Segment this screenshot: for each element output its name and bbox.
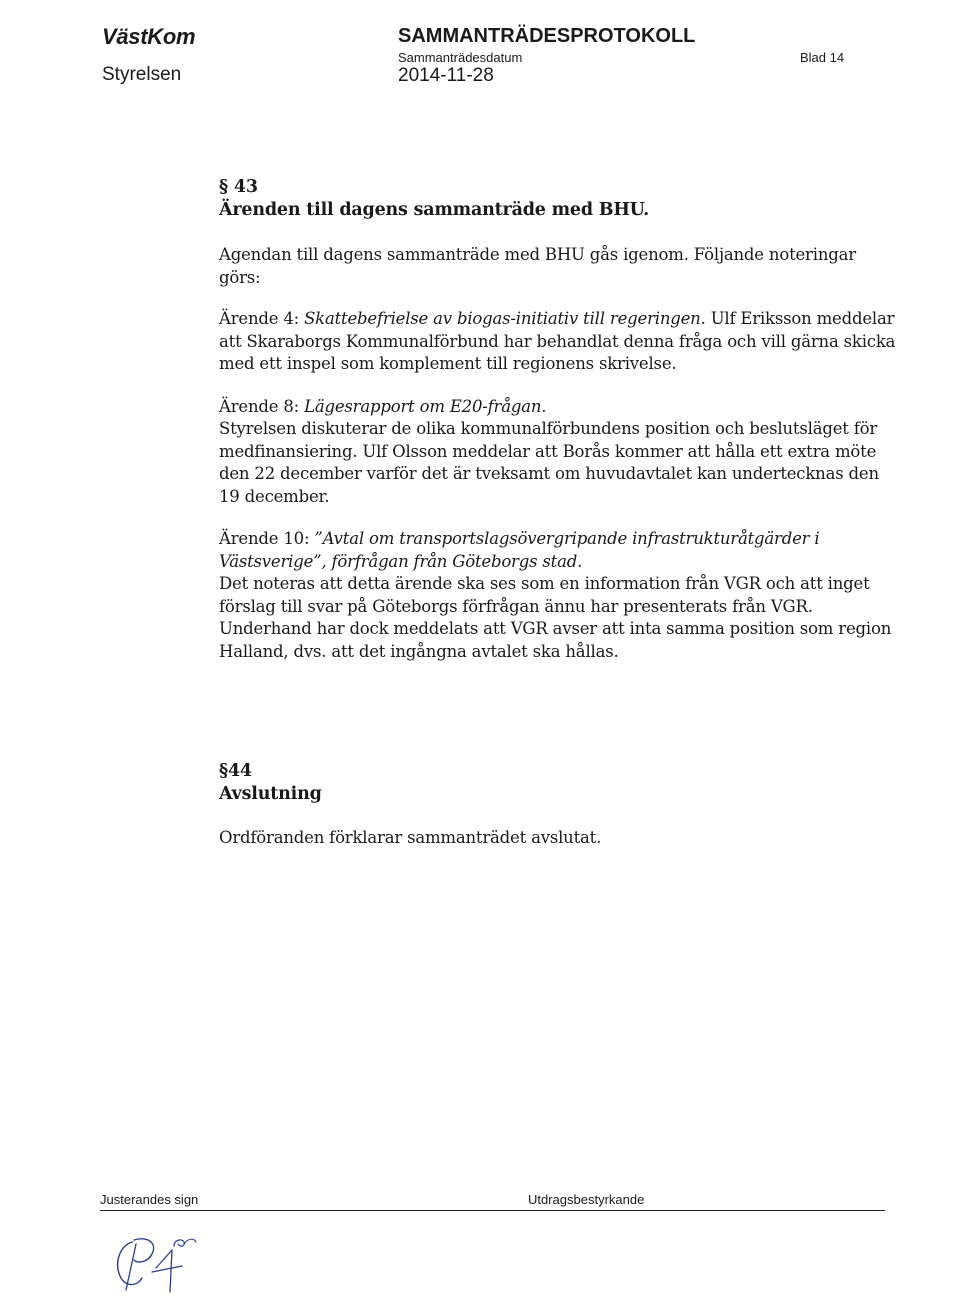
- org-name: VästKom: [102, 24, 196, 49]
- section-43-intro: Agendan till dagens sammanträde med BHU gås igenom. Följande noteringar görs:: [219, 245, 856, 287]
- footer-divider: [100, 1210, 885, 1211]
- item-10-heading: [219, 528, 899, 573]
- page-number: Blad 14: [800, 50, 845, 65]
- section-44-text: Ordföranden förklarar sammanträdet avslutat.: [219, 828, 602, 847]
- section-43-title: Ärenden till dagens sammanträde med BHU.: [219, 200, 650, 220]
- item-10-label: Ärende 10:: [219, 529, 315, 548]
- item-8-text: Styrelsen diskuterar de olika kommunalförbundens position och beslutsläget för medfinansiering. Ulf Olsson meddelar att Borås kommer att hålla ett extra möte den 22 december varför det är tveksamt om huvudavtalet kan undertecknas den 19 december.: [219, 419, 879, 506]
- item-8-title: Lägesrapport om E20-frågan.: [304, 396, 547, 416]
- extract-certification-label: Utdragsbestyrkande: [528, 1192, 645, 1207]
- section-44-number: §44: [219, 761, 252, 781]
- item-4-label: Ärende 4:: [219, 309, 305, 328]
- body-name: Styrelsen: [102, 64, 182, 85]
- item-10-text: Det noteras att detta ärende ska ses som en information från VGR och att inget förslag till svar på Göteborgs förfrågan ännu har presenterats från VGR. Underhand har dock meddelats att VGR avser att inta samma position som region Halland, dvs. att det ingångna avtalet ska hållas.: [219, 574, 892, 661]
- document-title: SAMMANTRÄDESPROTOKOLL: [398, 25, 696, 47]
- section-44-title: Avslutning: [219, 784, 322, 804]
- minutes-body: [219, 176, 899, 850]
- signature-initials: [112, 1232, 202, 1298]
- item-10-title: ”Avtal om transportslagsövergripande infrastrukturåtgärder i Västsverige”, förfrågan från Göteborgs stad.: [219, 529, 820, 571]
- meeting-date-label: Sammanträdesdatum: [398, 50, 523, 65]
- adjuster-signature-label: Justerandes sign: [100, 1192, 199, 1207]
- meeting-date: 2014-11-28: [398, 65, 494, 86]
- item-8-heading: [219, 396, 899, 419]
- section-43-number: § 43: [219, 177, 258, 197]
- item-4-paragraph: [219, 308, 899, 376]
- item-4-text: Ulf Eriksson meddelar att Skaraborgs Kommunalförbund har behandlat denna fråga och vill gärna skicka med ett inspel som komplement till regionens skrivelse.: [219, 309, 896, 373]
- item-4-title: Skattebefrielse av biogas-initiativ till regeringen.: [304, 309, 706, 328]
- item-8-label: Ärende 8:: [219, 396, 305, 416]
